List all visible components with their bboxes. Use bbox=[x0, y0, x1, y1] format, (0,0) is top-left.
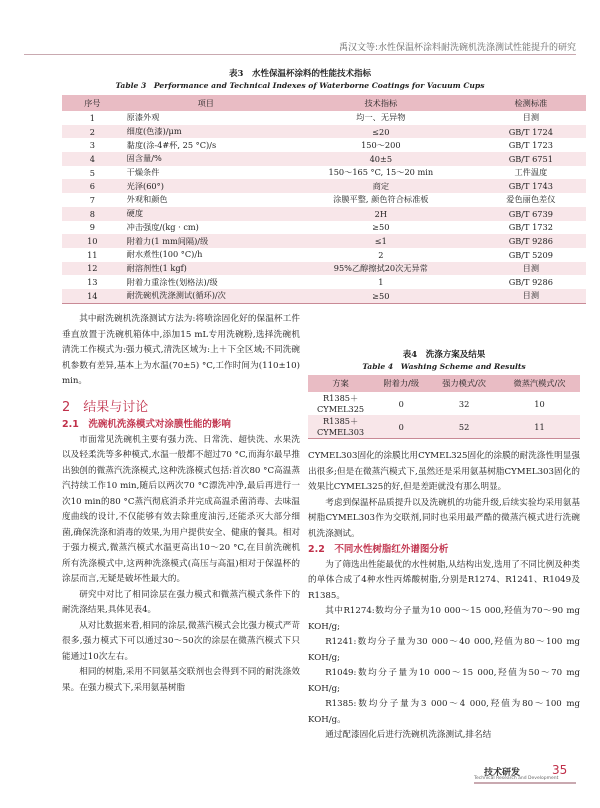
table-row bbox=[62, 221, 586, 235]
body-paragraph: 其中R1274:数均分子量为10 000～15 000,羟值为70～90 mg KOH/g; bbox=[308, 606, 580, 632]
table3-header-row bbox=[62, 95, 586, 111]
right-column bbox=[308, 449, 580, 744]
table-cell: GB/T 5209 bbox=[508, 249, 553, 260]
table4-caption-en: Table 4 Washing Scheme and Results bbox=[362, 362, 526, 371]
table-row bbox=[62, 179, 586, 193]
table-cell: 固含量/% bbox=[123, 152, 286, 166]
table-cell: 2 bbox=[378, 249, 384, 260]
body-paragraph: 相同的树脂,采用不同氨基交联剂也会得到不同的耐洗涤效果。在强力模式下,采用氨基树脂 bbox=[62, 667, 300, 693]
table-cell: ≤20 bbox=[286, 125, 476, 139]
body-paragraph: CYMEL303固化的涂膜比用CYMEL325固化的涂膜的耐洗涤性明显强出很多;但是在微蒸汽模式下,虽然还是采用氨基树脂CYMEL303固化的效果比CYMEL325的好,但是差距就没有那么明显。 bbox=[308, 451, 580, 492]
subsection-title: 2.1 洗碗机洗涤模式对涂膜性能的影响 bbox=[62, 419, 231, 430]
table-cell: 14 bbox=[62, 289, 123, 303]
body-paragraph: 为了筛选出性能最优的水性树脂,从结构出发,选用了不同比例及种类的单体合成了4种水性丙烯酸树脂,分别是R1274、R1241、R1049及R1385。 bbox=[308, 559, 580, 601]
table-row bbox=[62, 275, 586, 289]
table-row bbox=[62, 248, 586, 262]
table-cell: 7 bbox=[89, 194, 95, 205]
table4 bbox=[308, 375, 580, 439]
page-number: 35 bbox=[552, 763, 568, 777]
table-cell: 150～165 °C, 15～20 min bbox=[328, 167, 434, 178]
table-cell: 附着力重涂性(划格法)/级 bbox=[126, 276, 218, 287]
table-cell: ≥50 bbox=[286, 289, 476, 303]
table-cell: 5 bbox=[89, 167, 95, 178]
table-cell: 52 bbox=[429, 415, 499, 439]
table-cell: GB/T 1723 bbox=[508, 140, 553, 151]
table3-header-cell: 项目 bbox=[123, 95, 286, 111]
table4-header-row bbox=[308, 375, 580, 392]
table-cell: 11 bbox=[87, 249, 98, 260]
table4-header-cell: 附着力/级 bbox=[373, 375, 429, 392]
footer-rule bbox=[474, 782, 576, 784]
table-cell: 3 bbox=[89, 140, 95, 151]
table-cell: 均一、无异物 bbox=[356, 112, 406, 123]
table-cell: GB/T 9286 bbox=[508, 277, 553, 288]
table-cell: 95%乙醇擦拭20次无异常 bbox=[286, 262, 476, 276]
table-cell: 耐洗碗机洗涤测试(循环)/次 bbox=[123, 289, 286, 303]
table-cell: 4 bbox=[62, 152, 123, 166]
table-cell: 13 bbox=[87, 277, 98, 288]
table-cell: 1 bbox=[89, 112, 95, 123]
table-cell: 干燥条件 bbox=[126, 167, 160, 178]
table-cell: 原漆外观 bbox=[126, 112, 160, 123]
table-cell: 附着力(1 mm间隔)/级 bbox=[123, 234, 286, 248]
subsection-title: 2.2 不同水性树脂红外谱图分析 bbox=[308, 544, 449, 555]
table-cell: 40±5 bbox=[286, 152, 476, 166]
table-cell: 耐水煮性(100 °C)/h bbox=[126, 249, 203, 260]
table-cell: ≤1 bbox=[286, 234, 476, 248]
table-cell: 目测 bbox=[476, 262, 586, 276]
body-paragraph: R1385:数均分子量为3 000～4 000,羟值为80～100 mg KOH/g。 bbox=[308, 699, 580, 725]
table4-header-cell: 方案 bbox=[308, 375, 373, 392]
table3-header-cell: 技术指标 bbox=[286, 95, 476, 111]
table-row bbox=[62, 207, 586, 221]
table3-caption-cn: 表3 水性保温杯涂料的性能技术指标 bbox=[229, 69, 371, 79]
table-row bbox=[62, 111, 586, 125]
table-cell: 涂膜平整, 颜色符合标准板 bbox=[333, 194, 429, 205]
table-row bbox=[62, 289, 586, 303]
table4-caption-cn: 表4 洗涤方案及结果 bbox=[402, 350, 486, 360]
table-cell: 150～200 bbox=[361, 139, 401, 150]
table-row bbox=[62, 193, 586, 207]
table3 bbox=[62, 95, 586, 304]
table-cell: 9 bbox=[89, 222, 95, 233]
journal-name-en: Technical Research and Development bbox=[474, 776, 559, 781]
table-cell: 硬度 bbox=[123, 207, 286, 221]
table-cell: 商定 bbox=[286, 179, 476, 193]
table-cell: 10 bbox=[534, 398, 545, 409]
table-cell: GB/T 9286 bbox=[476, 234, 586, 248]
table-cell: 黏度(涂-4#杯, 25 °C)/s bbox=[126, 139, 217, 150]
left-column bbox=[62, 312, 300, 696]
table-row bbox=[62, 138, 586, 152]
running-header: 禹汉文等:水性保温杯涂料耐洗碗机洗涤测试性能提升的研究 bbox=[338, 43, 576, 53]
table-cell: GB/T 1724 bbox=[476, 125, 586, 139]
table-cell: GB/T 6739 bbox=[476, 207, 586, 221]
body-paragraph: 考虑到保温杯品质提升以及洗碗机的功能升级,后续实验均采用氨基树脂CYMEL303作为交联剂,同时也采用最严酷的微蒸汽模式进行洗碗机洗涤测试。 bbox=[308, 497, 580, 539]
table-row bbox=[62, 152, 586, 166]
table-cell: 12 bbox=[62, 262, 123, 276]
table-cell: 冲击强度/(kg · cm) bbox=[126, 221, 199, 232]
scheme-line: R1385＋ bbox=[323, 416, 359, 426]
table-cell: 爱色丽色差仪 bbox=[506, 194, 556, 205]
test-method-paragraph: 其中耐洗碗机洗涤测试方法为:将喷涂固化好的保温杯工件垂直放置于洗碗机箱体中,添加15 mL专用洗碗粉,选择洗碗机清洗工作模式为:强力模式,清洗区域为:上＋下全区域;不同洗碗机参数有差异,基本上为水温(70±5) °C,工作时间为(110±10) min。 bbox=[62, 314, 300, 386]
table-cell: 细度(色漆)/μm bbox=[123, 125, 286, 139]
table4-header-cell: 微蒸汽模式/次 bbox=[499, 375, 580, 392]
table3-header-cell: 检测标准 bbox=[476, 95, 586, 111]
table-row bbox=[308, 392, 580, 415]
table-cell: 11 bbox=[499, 415, 580, 439]
table-row bbox=[62, 125, 586, 139]
table-cell: ≥50 bbox=[372, 222, 390, 233]
table-cell bbox=[308, 415, 373, 439]
table-cell: 1 bbox=[378, 277, 384, 288]
table-cell: 2H bbox=[286, 207, 476, 221]
body-paragraph: R1049:数均分子量为10 000～15 000,羟值为50～70 mg KOH/g; bbox=[308, 668, 580, 694]
table-cell: 光泽(60°) bbox=[123, 179, 286, 193]
table-cell: 8 bbox=[62, 207, 123, 221]
table-row bbox=[308, 415, 580, 439]
header-rule bbox=[24, 54, 576, 55]
section-title: 2 结果与讨论 bbox=[62, 399, 149, 415]
table-cell: 0 bbox=[398, 398, 404, 409]
body-paragraph: R1241:数均分子量为30 000～40 000,羟值为80～100 mg KOH/g; bbox=[308, 637, 580, 663]
table-cell: 耐溶剂性(1 kgf) bbox=[123, 262, 286, 276]
scheme-line: R1385＋ bbox=[323, 393, 359, 403]
table-cell: GB/T 1743 bbox=[476, 179, 586, 193]
table-cell: 32 bbox=[458, 398, 470, 409]
body-paragraph: 通过配漆固化后进行洗碗机洗涤测试,排名结 bbox=[325, 730, 492, 740]
table-cell: 10 bbox=[62, 234, 123, 248]
table-cell: 工件温度 bbox=[514, 167, 548, 178]
table-cell: 目测 bbox=[476, 289, 586, 303]
body-paragraph: 市面常见洗碗机主要有强力洗、日常洗、超快洗、水果洗以及轻柔洗等多种模式,水温一般都不超过70 °C,而海尔最早推出独创的微蒸汽洗涤模式,这种洗涤模式包括:首次80 °C高温蒸汽持续工作10 min,随后以两次70 °C漂洗冲净,最后再进行一次10 min的80 °C蒸汽彻底消杀并完成高温杀菌消毒、去味温度曲线的设计,不仅能够有效去除重度油污,还能杀灭大部分细菌,确保洗涤和消毒的效果,为用户提供安全、健康的餐具。相对于强力模式,微蒸汽模式水温更高出10～20 °C,在目前洗碗机所有洗涤模式中,这两种洗涤模式(高压与高温)相对于保温杯的涂层而言,无疑是破坏性最大的。 bbox=[62, 434, 300, 584]
table4-header-cell: 强力模式/次 bbox=[429, 375, 499, 392]
table-row bbox=[62, 166, 586, 180]
table-cell: GB/T 1732 bbox=[508, 222, 553, 233]
table-cell: 外观和颜色 bbox=[126, 194, 168, 205]
table3-caption-en: Table 3 Performance and Technical Indexes of Waterborne Coatings for Vacuum Cups bbox=[115, 81, 485, 90]
scheme-line: CYMEL325 bbox=[317, 404, 365, 414]
body-paragraph: 从对比数据来看,相同的涂层,微蒸汽模式会比强力模式严苛很多,强力模式下可以通过30～50次的涂层在微蒸汽模式下只能通过10次左右。 bbox=[62, 620, 300, 662]
table-cell: 6 bbox=[62, 179, 123, 193]
table-row bbox=[62, 262, 586, 276]
table3-header-cell: 序号 bbox=[62, 95, 123, 111]
table-cell: 2 bbox=[62, 125, 123, 139]
table-cell: 目测 bbox=[522, 112, 540, 123]
table-cell bbox=[308, 392, 373, 415]
journal-name-cn: 技术研发 bbox=[484, 768, 521, 778]
table-cell: GB/T 6751 bbox=[476, 152, 586, 166]
scheme-line: CYMEL303 bbox=[317, 427, 365, 437]
body-paragraph: 研究中对比了相同涂层在强力模式和微蒸汽模式条件下的耐洗涤结果,具体见表4。 bbox=[62, 589, 300, 615]
table-row bbox=[62, 234, 586, 248]
table-cell: 0 bbox=[373, 415, 429, 439]
